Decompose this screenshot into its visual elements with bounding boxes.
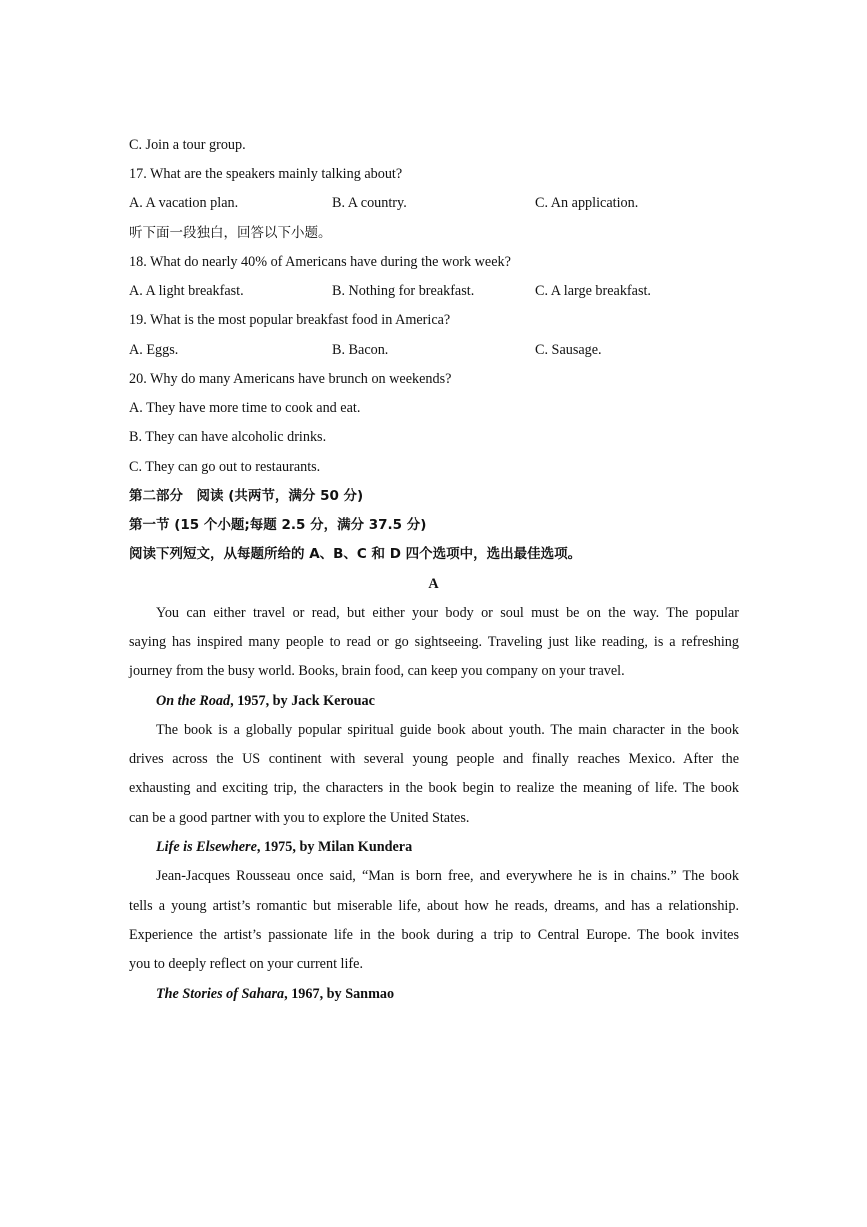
q17-option-c: C. An application. <box>535 195 639 211</box>
q16-option-c: C. Join a tour group. <box>129 137 246 153</box>
book-text-line: you to deeply reflect on your current life. <box>129 956 364 972</box>
q20-option-c: C. They can go out to restaurants. <box>129 459 321 475</box>
passage-label: A <box>428 576 439 592</box>
q19-option-c: C. Sausage. <box>535 342 602 358</box>
part2-title: 第二部分 阅读 (共两节，满分 50 分) <box>129 488 364 504</box>
monologue-instruction: 听下面一段独白，回答以下小题。 <box>129 225 332 241</box>
book-text-line: drives across the US continent with several young people and finally reaches Mexico. After the <box>129 751 739 767</box>
q19-option-b: B. Bacon. <box>332 342 389 358</box>
book-heading <box>156 985 394 1003</box>
q18-option-c: C. A large breakfast. <box>535 283 651 299</box>
book-text-line: tells a young artist’s romantic but miserable life, about how he reads, dreams, and has a relationship. <box>129 898 739 914</box>
book-title: The Stories of Sahara <box>156 986 285 1002</box>
book-text-line: can be a good partner with you to explore the United States. <box>129 810 470 826</box>
intro-line: You can either travel or read, but either your body or soul must be on the way. The popular <box>156 605 739 621</box>
q20-question: 20. Why do many Americans have brunch on weekends? <box>129 371 452 387</box>
intro-line: saying has inspired many people to read or go sightseeing. Traveling just like reading, is a refreshing <box>129 634 739 650</box>
q20-option-a: A. They have more time to cook and eat. <box>129 400 361 416</box>
book-text-line: The book is a globally popular spiritual guide book about youth. The main character in the book <box>156 722 739 738</box>
q19-question: 19. What is the most popular breakfast food in America? <box>129 312 451 328</box>
section1-title: 第一节 (15 个小题;每题 2.5 分，满分 37.5 分) <box>129 517 427 533</box>
q17-option-a: A. A vacation plan. <box>129 195 239 211</box>
book-meta: , 1967, by Sanmao <box>284 986 395 1002</box>
q17-question: 17. What are the speakers mainly talking about? <box>129 166 403 182</box>
q20-option-b: B. They can have alcoholic drinks. <box>129 429 327 445</box>
book-title: On the Road <box>156 693 231 709</box>
book-text-line: exhausting and exciting trip, the characters in the book begin to realize the meaning of life. The book <box>129 780 739 796</box>
q18-option-b: B. Nothing for breakfast. <box>332 283 475 299</box>
book-text-line: Jean-Jacques Rousseau once said, “Man is born free, and everywhere he is in chains.” The book <box>156 868 739 884</box>
book-meta: , 1975, by Milan Kundera <box>256 839 413 855</box>
q18-question: 18. What do nearly 40% of Americans have during the work week? <box>129 254 511 270</box>
reading-instruction: 阅读下列短文，从每题所给的 A、B、C 和 D 四个选项中，选出最佳选项。 <box>129 546 582 562</box>
book-text-line: Experience the artist’s passionate life in the book during a trip to Central Europe. The book invites <box>129 927 739 943</box>
q18-option-a: A. A light breakfast. <box>129 283 244 299</box>
book-heading <box>156 692 375 710</box>
q19-option-a: A. Eggs. <box>129 342 179 358</box>
book-heading <box>156 838 412 856</box>
intro-line: journey from the busy world. Books, brain food, can keep you company on your travel. <box>129 663 625 679</box>
book-title: Life is Elsewhere <box>156 839 257 855</box>
book-meta: , 1957, by Jack Kerouac <box>230 693 375 709</box>
q17-option-b: B. A country. <box>332 195 407 211</box>
